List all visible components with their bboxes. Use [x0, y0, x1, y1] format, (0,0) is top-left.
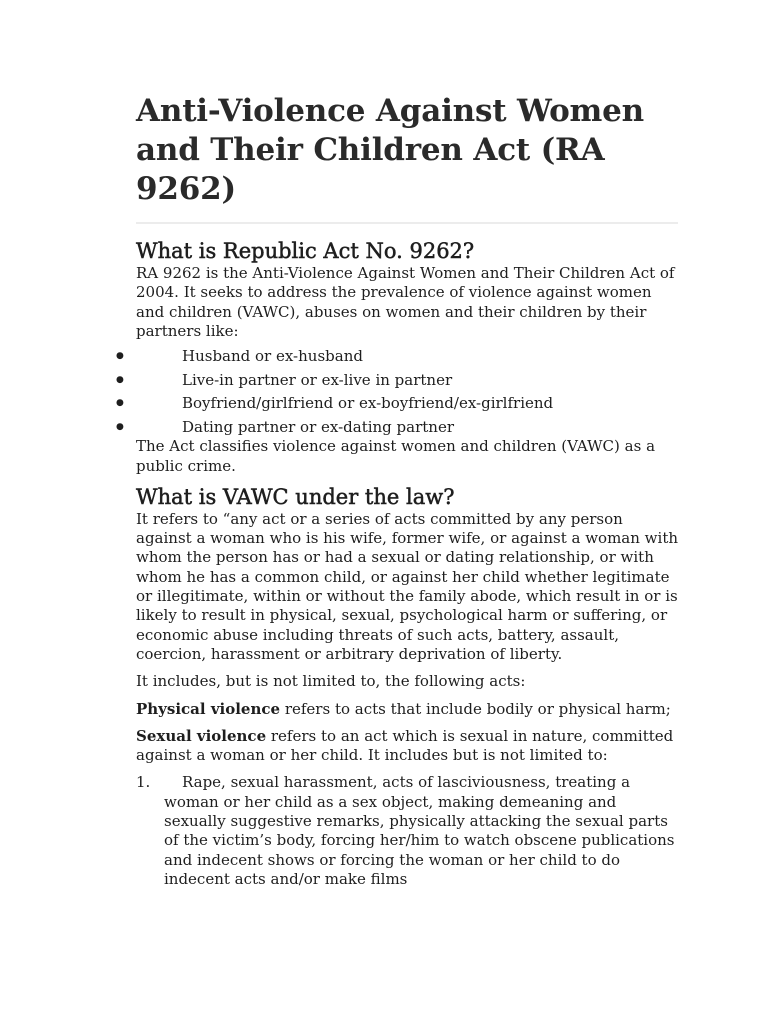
- list-number: 1.: [136, 773, 151, 792]
- section-heading-republic-act: What is Republic Act No. 9262?: [136, 239, 475, 263]
- definition-paragraph: It refers to “any act or a series of acts committed by any person against a woman who is his wife, former wife, or against a woman with whom the person has or had a sexual or dating relationship, or with whom he has a common child, or against her child whether legitimate or illegitimate, within or without the family abode, which result in or is likely to result in physical, sexual, psychological harm or suffering, or economic abuse including threats of such acts, battery, assault, coercion, harassment or arbitrary deprivation of liberty.: [136, 509, 679, 663]
- physical-violence-term: Physical violence: [136, 699, 281, 718]
- document-title: Anti-Violence Against Women and Their Children Act (RA 9262): [136, 93, 645, 207]
- includes-paragraph: It includes, but is not limited to, the following acts:: [136, 672, 526, 691]
- bullet-icon: ●: [116, 374, 124, 385]
- list-item: ● Boyfriend/girlfriend or ex-boyfriend/ex-girlfriend: [120, 392, 681, 416]
- sexual-violence-list: [136, 773, 681, 889]
- intro-paragraph: RA 9262 is the Anti-Violence Against Women and Their Children Act of 2004. It seeks to address the prevalence of violence against women and children (VAWC), abuses on women and their children by their partners like:: [136, 264, 675, 340]
- list-item: 1. Rape, sexual harassment, acts of lasciviousness, treating a woman or her child as a sex object, making demeaning and sexually suggestive remarks, physically attacking the sexual parts of the victim’s body, forcing her/him to watch obscene publications and indecent shows or forcing the woman or her child to do indecent acts and/or make films: [136, 773, 675, 888]
- document-page: [116, 92, 681, 889]
- physical-violence-paragraph: Physical violence refers to acts that include bodily or physical harm;: [136, 699, 671, 718]
- bullet-icon: ●: [116, 351, 124, 362]
- bullet-icon: ●: [116, 398, 124, 409]
- closing-paragraph: The Act classifies violence against women and children (VAWC) as a public crime.: [136, 437, 656, 475]
- bullet-icon: ●: [116, 421, 124, 432]
- list-item: ● Live-in partner or ex-live in partner: [120, 369, 681, 393]
- section-heading-vawc: What is VAWC under the law?: [136, 484, 455, 509]
- list-item: ● Husband or ex-husband: [120, 345, 681, 369]
- partner-list: [116, 345, 681, 437]
- sexual-violence-paragraph: Sexual violence refers to an act which is sexual in nature, committed against a woman or her child. It includes but is not limited to:: [136, 726, 674, 765]
- sexual-violence-term: Sexual violence: [136, 726, 267, 745]
- list-item: ● Dating partner or ex-dating partner: [116, 417, 455, 436]
- title-divider: [136, 222, 678, 224]
